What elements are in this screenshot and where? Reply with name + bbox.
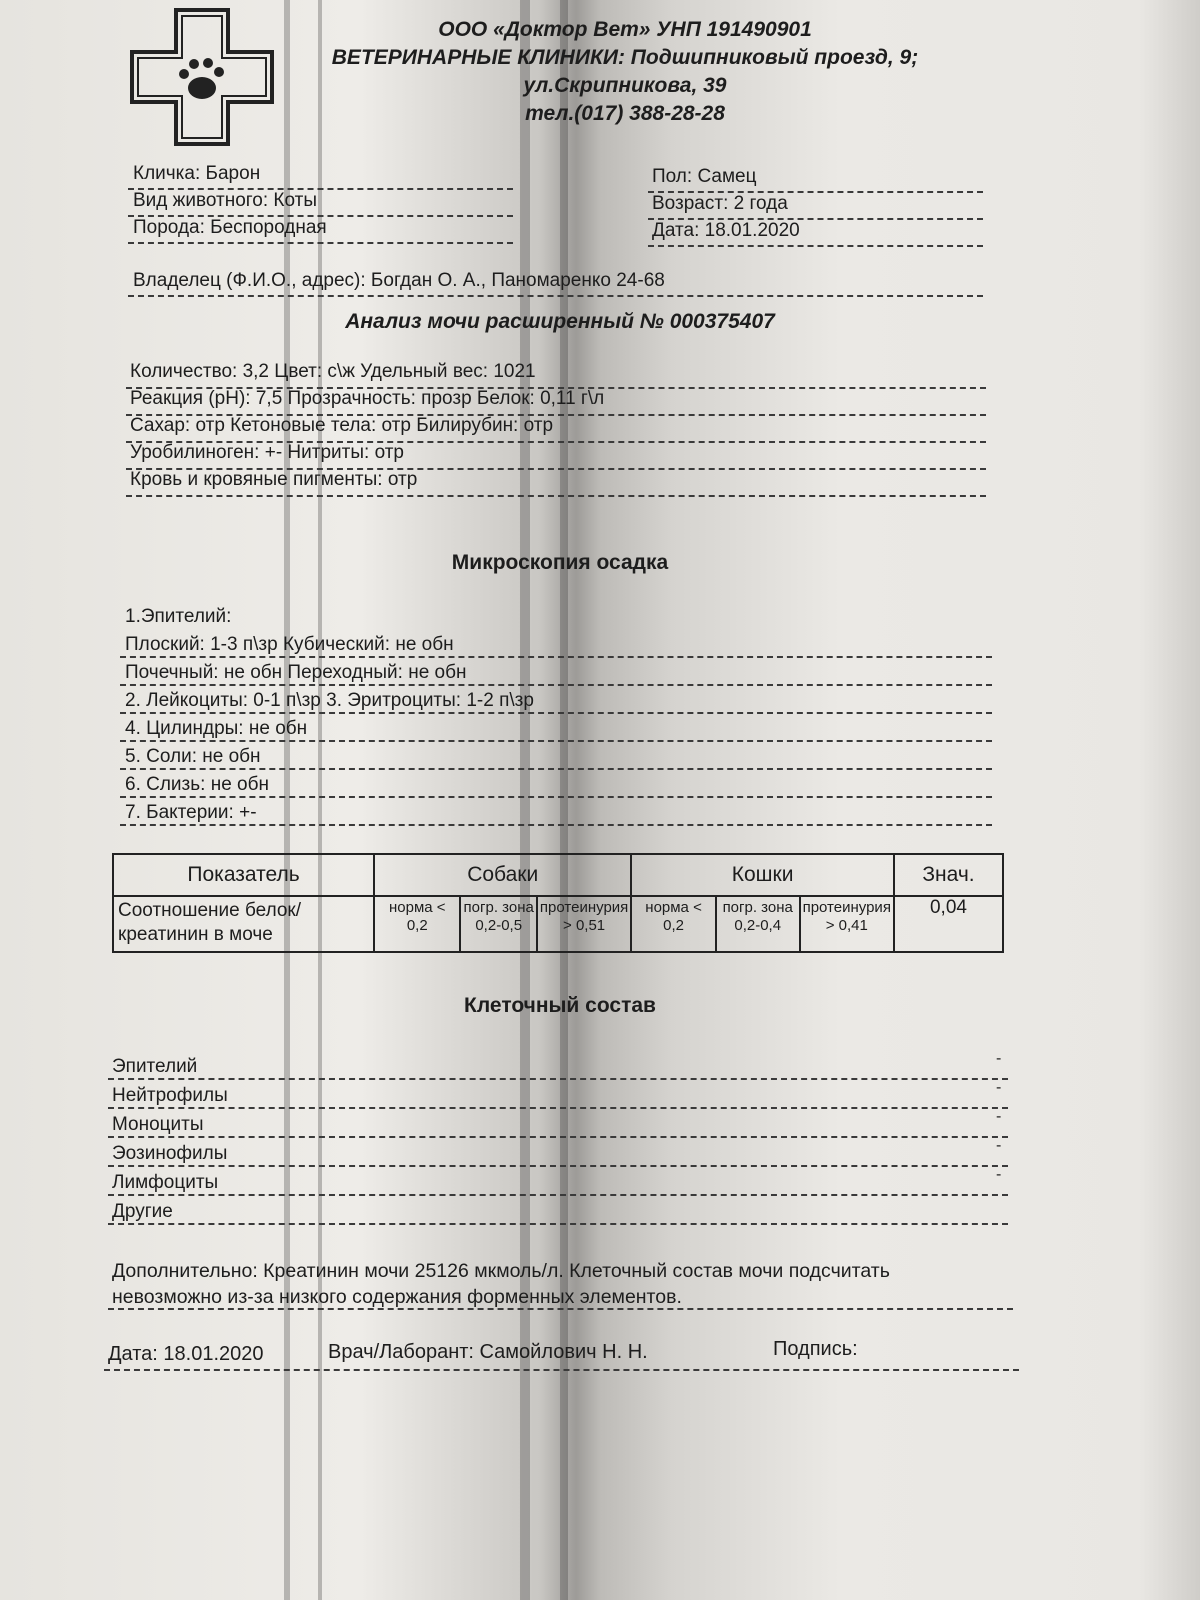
divider [126,495,986,497]
scan-streak [318,0,322,1600]
clinic-name: ООО «Доктор Вет» УНП 191490901 [438,18,812,41]
footer-date: Дата: 18.01.2020 [108,1343,264,1365]
divider [104,1369,1019,1371]
scan-streak [284,0,290,1600]
microscopy-line: 5. Соли: не обн [125,746,261,767]
protein-creatinine-table [112,853,1004,953]
microscopy-line: 4. Цилиндры: не обн [125,718,308,739]
divider [120,656,992,658]
general-line-1: Количество: 3,2 Цвет: с\ж Удельный вес: 1021 [130,361,536,382]
cell-row-label: Эозинофилы [112,1143,228,1164]
patient-species: Вид животного: Коты [133,190,317,211]
divider [120,712,992,714]
table-header: Собаки [374,854,631,896]
general-line-2: Реакция (рН): 7,5 Прозрачность: прозр Белок: 0,11 г\л [130,388,605,409]
divider [120,768,992,770]
divider [120,740,992,742]
divider [108,1107,1008,1109]
table-cell: протеинурия > 0,41 [800,896,894,952]
clinic-phone: тел.(017) 388-28-28 [525,102,725,125]
cell-row-value: - [996,1166,1002,1183]
divider [108,1308,1013,1310]
clinic-logo-icon [128,6,278,148]
clinic-address-2: ул.Скрипникова, 39 [523,74,727,97]
microscopy-line: 7. Бактерии: +- [125,802,257,823]
cell-row-value: - [996,1079,1002,1096]
report-title: Анализ мочи расширенный № 000375407 [345,310,775,333]
additional-line-1: Дополнительно: Креатинин мочи 25126 мкмоль/л. Клеточный состав мочи подсчитать [112,1260,890,1282]
table-header: Знач. [894,854,1003,896]
microscopy-title: Микроскопия осадка [451,551,669,574]
clinic-address: ВЕТЕРИНАРНЫЕ КЛИНИКИ: Подшипниковый проезд, 9; [331,46,919,69]
table-header: Кошки [631,854,894,896]
patient-name: Кличка: Барон [133,163,261,184]
footer-doctor: Врач/Лаборант: Самойлович Н. Н. [328,1341,648,1363]
cell-row-label: Моноциты [112,1114,204,1135]
divider [128,295,983,297]
table-cell: Соотношение белок/креатинин в моче [113,896,374,952]
divider [108,1194,1008,1196]
patient-breed: Порода: Беспородная [133,217,327,238]
report-date: Дата: 18.01.2020 [652,220,800,241]
cell-row-label: Лимфоциты [112,1172,219,1193]
microscopy-line: Плоский: 1-3 п\зр Кубический: не обн [125,634,454,655]
divider [108,1223,1008,1225]
patient-sex: Пол: Самец [652,166,757,187]
divider [120,684,992,686]
cell-row-value: - [996,1108,1002,1125]
cell-row-label: Другие [112,1201,173,1222]
table-cell: норма < 0,2 [374,896,460,952]
epithelium-heading: 1.Эпителий: [125,606,232,627]
divider [108,1078,1008,1080]
cell-row-label: Эпителий [112,1056,198,1077]
patient-age: Возраст: 2 года [652,193,788,214]
table-header: Показатель [113,854,374,896]
microscopy-line: Почечный: не обн Переходный: не обн [125,662,467,683]
general-line-4: Уробилиноген: +- Нитриты: отр [130,442,404,463]
divider [108,1165,1008,1167]
divider [108,1136,1008,1138]
general-line-5: Кровь и кровяные пигменты: отр [130,469,418,490]
microscopy-line: 2. Лейкоциты: 0-1 п\зр 3. Эритроциты: 1-2 п\зр [125,690,534,711]
divider [120,824,992,826]
owner-info: Владелец (Ф.И.О., адрес): Богдан О. А., Паномаренко 24-68 [133,270,665,291]
cell-row-label: Нейтрофилы [112,1085,228,1106]
table-cell: погр. зона 0,2-0,5 [460,896,536,952]
divider [128,242,513,244]
table-cell: 0,04 [894,896,1003,952]
table-cell: протеинурия > 0,51 [537,896,631,952]
footer-signature: Подпись: [773,1338,858,1360]
cell-row-value: - [996,1050,1002,1067]
microscopy-line: 6. Слизь: не обн [125,774,269,795]
cell-row-value: - [996,1137,1002,1154]
divider [120,796,992,798]
cellular-title: Клеточный состав [464,994,656,1017]
divider [648,245,983,247]
table-cell: погр. зона 0,2-0,4 [716,896,800,952]
general-line-3: Сахар: отр Кетоновые тела: отр Билирубин: отр [130,415,554,436]
table-cell: норма < 0,2 [631,896,716,952]
additional-line-2: невозможно из-за низкого содержания форменных элементов. [112,1286,682,1308]
